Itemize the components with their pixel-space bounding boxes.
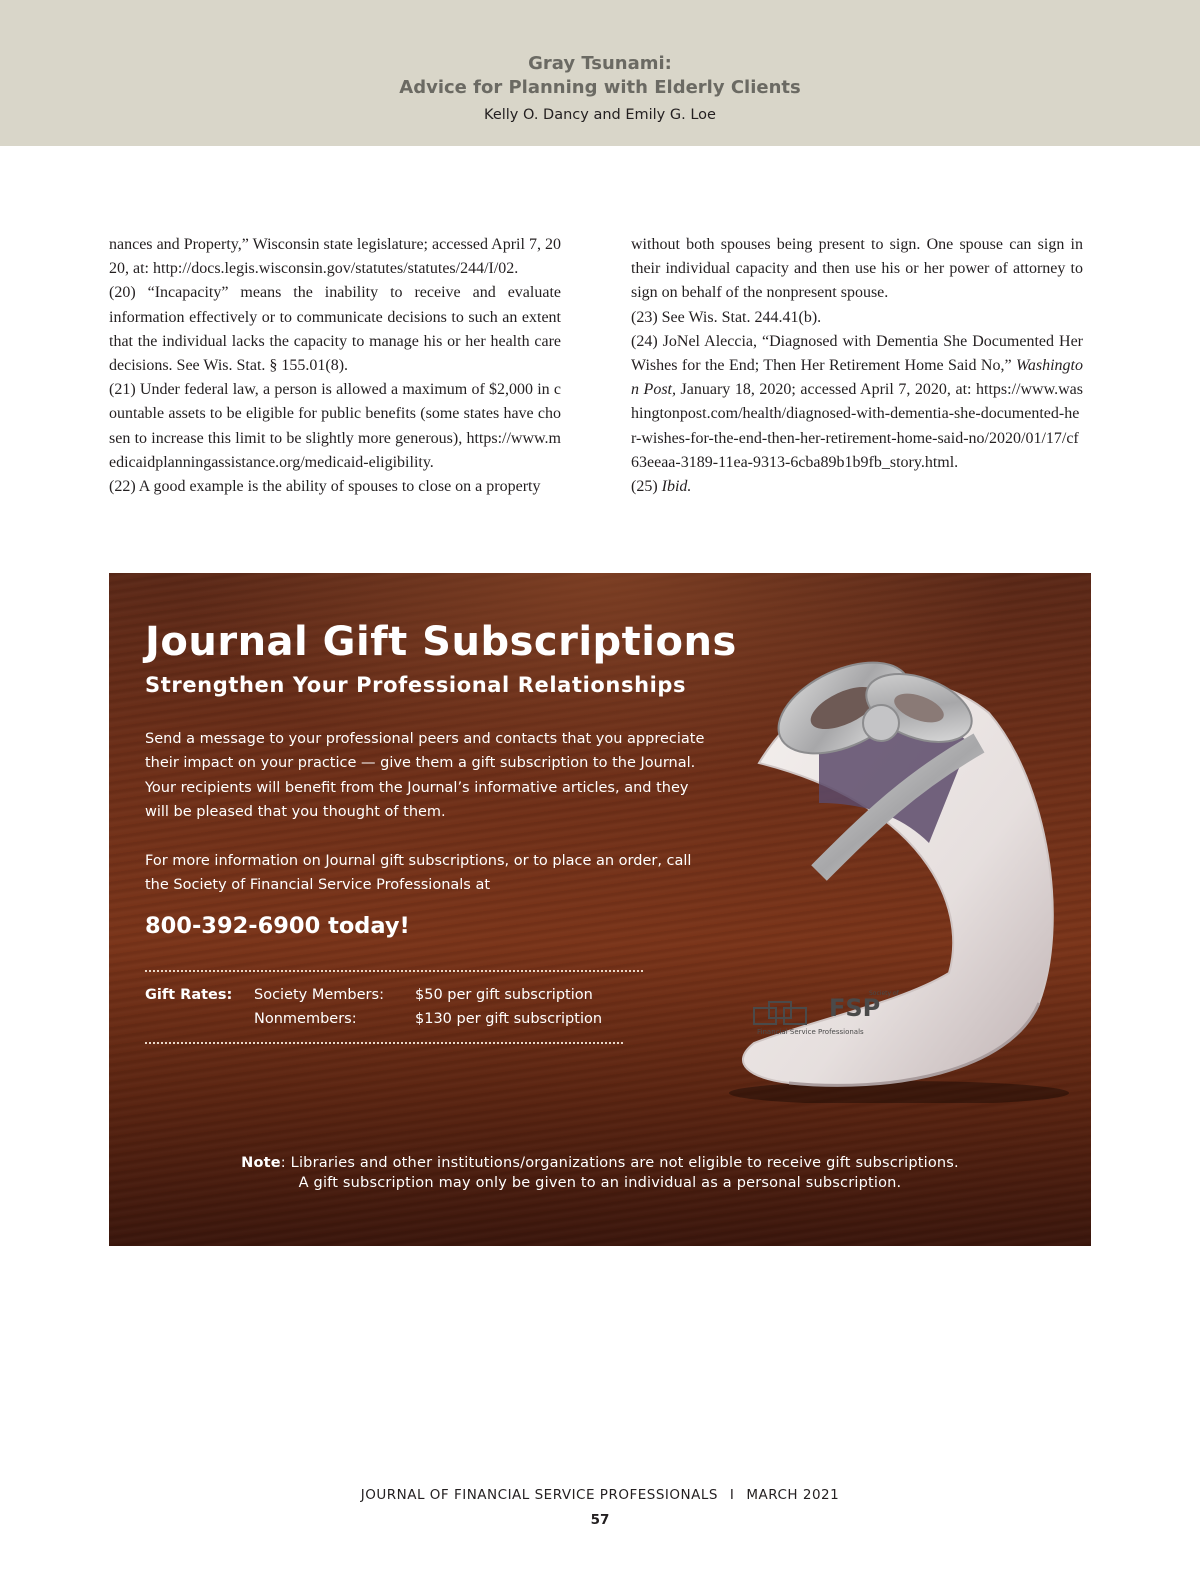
footnote-22: (22) A good example is the ability of spouses to close on a property: [109, 478, 541, 496]
rate-price: $50 per gift subscription: [415, 987, 593, 1003]
footnote-22-tail: without both spouses being present to sign. One spouse can sign in their individual capacity and then use his or her power of attorney to sign on behalf of the nonpresent spouse.: [631, 236, 1083, 302]
ad-body-paragraph-2: For more information on Journal gift subscriptions, or to place an order, call the Society of Financial Service Professionals at: [145, 852, 692, 894]
publication-name: Washington Post,: [631, 357, 1083, 399]
header-title-line2: Advice for Planning with Elderly Clients: [399, 77, 801, 98]
logo-society: Society of: [869, 990, 899, 997]
footnote-25: (25) Ibid.: [631, 478, 692, 496]
running-header: [0, 0, 1200, 146]
footer-journal-name: JOURNAL OF FINANCIAL SERVICE PROFESSIONALS: [360, 1487, 718, 1503]
page-number: 57: [590, 1512, 610, 1528]
header-title-line1: Gray Tsunami:: [528, 53, 672, 74]
footer-separator: I: [729, 1487, 735, 1503]
running-footer: [0, 1487, 1200, 1503]
footer-date: MARCH 2021: [746, 1487, 840, 1503]
ad-title: Journal Gift Subscriptions: [145, 619, 737, 665]
ad-note: [109, 1153, 1091, 1193]
note-line-1: Note: Libraries and other institutions/organizations are not eligible to receive gift subscriptions.: [241, 1155, 959, 1171]
note-line-2: A gift subscription may only be given to an individual as a personal subscription.: [298, 1175, 902, 1191]
rolled-journal-gift-image: [669, 623, 1089, 1103]
gift-rates-label: Gift Rates:: [145, 987, 233, 1003]
right-footnote-column: [631, 233, 1083, 499]
note-label: Note: [241, 1155, 281, 1171]
footnote-24: (24) JoNel Aleccia, “Diagnosed with Dementia She Documented Her Wishes for the End; Then Her Retirement Home Said No,” Washington Post, January 18, 2020; accessed April 7, 2020, at: https://www.washingtonpost.com/health/diagnosed-with-dementia-she-documented-her-wishes-for-the-end-then-her-retirement-home-said-no/2020/01/17/cf63eeaa-3189-11ea-9313-6cba89b1b9fb_story.html.: [631, 332, 1083, 471]
rate-member-type: Society Members:: [254, 987, 384, 1003]
rates-bottom-divider: [145, 1042, 623, 1044]
ad-body-paragraph-1: Send a message to your professional peers and contacts that you appreciate their impact on your practice — give them a gift subscription to the Journal. Your recipients will benefit from the Journal’s informative articles, and they will be pleased that you thought of them.: [145, 731, 705, 821]
ad-subtitle: Strengthen Your Professional Relationships: [145, 673, 687, 697]
footnote-20: (20) “Incapacity” means the inability to receive and evaluate information effectively or to communicate decisions to such an extent that the individual lacks the capacity to manage his or her health care decisions. See Wis. Stat. § 155.01(8).: [109, 284, 561, 375]
left-footnote-column: [109, 233, 561, 499]
footnote-19-tail: nances and Property,” Wisconsin state legislature; accessed April 7, 2020, at: http://docs.legis.wisconsin.gov/statutes/statutes/244/I/02.: [109, 236, 561, 278]
gift-shadow: [729, 1081, 1069, 1103]
logo-fsp: FSP: [829, 994, 881, 1022]
footnote-23: (23) See Wis. Stat. 244.41(b).: [631, 308, 822, 326]
rate-member-type: Nonmembers:: [254, 1011, 357, 1027]
rate-price: $130 per gift subscription: [415, 1011, 603, 1027]
ad-phone-number: 800-392-6900 today!: [145, 913, 410, 939]
header-authors: Kelly O. Dancy and Emily G. Loe: [484, 107, 716, 123]
rates-top-divider: [145, 970, 643, 972]
logo-tagline: Financial Service Professionals: [757, 1028, 864, 1036]
ad-body: [145, 727, 705, 921]
gift-subscription-ad: [109, 573, 1091, 1246]
footnote-21: (21) Under federal law, a person is allowed a maximum of $2,000 in countable assets to be eligible for public benefits (some states have chosen to increase this limit to be slightly more generous), https://www.medicaidplanningassistance.org/medicaid-eligibility.: [109, 381, 561, 471]
